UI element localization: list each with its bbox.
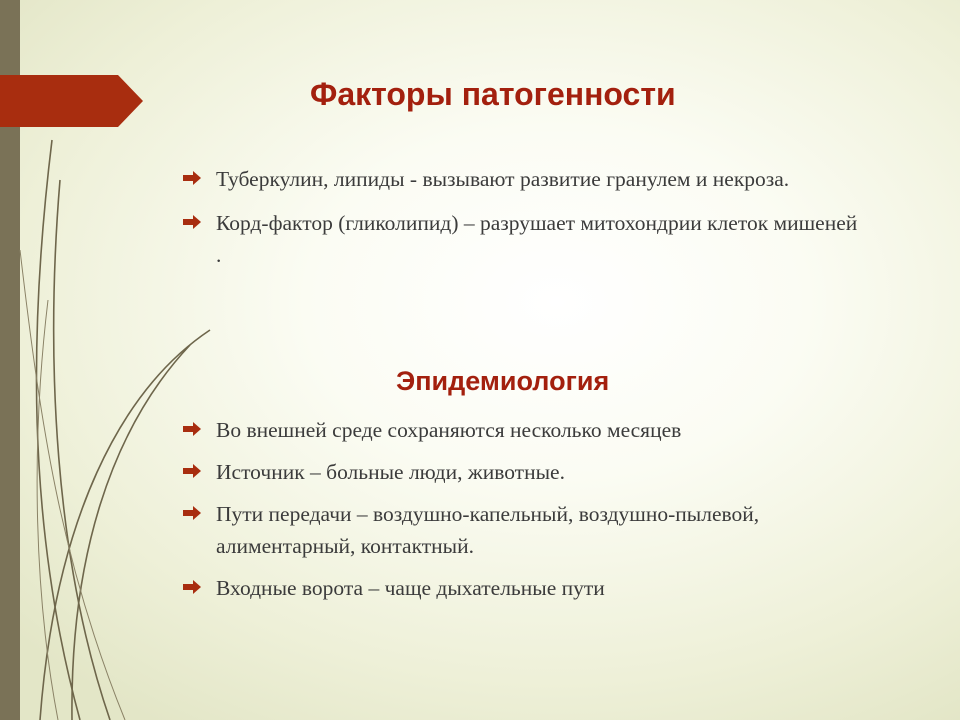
pathogenicity-list [183, 163, 863, 283]
epidemiology-list [183, 414, 863, 614]
arrow-bullet-icon [183, 171, 201, 185]
list-item-text: Во внешней среде сохраняются несколько месяцев [216, 418, 682, 442]
list-item [183, 207, 863, 271]
list-item [183, 414, 863, 446]
list-item [183, 572, 863, 604]
list-item-text: Туберкулин, липиды - вызывают развитие гранулем и некроза. [216, 167, 790, 191]
arrow-bullet-icon [183, 422, 201, 436]
list-item-text: Источник – больные люди, животные. [216, 460, 565, 484]
list-item [183, 163, 863, 195]
title-arrow-banner [0, 75, 143, 127]
section-title-pathogenicity: Факторы патогенности [310, 76, 676, 112]
list-item [183, 456, 863, 488]
list-item-text: Пути передачи – воздушно-капельный, воздушно-пылевой, алиментарный, контактный. [216, 502, 760, 558]
list-item-text: Входные ворота – чаще дыхательные пути [216, 576, 605, 600]
list-item-text: Корд-фактор (гликолипид) – разрушает митохондрии клеток мишеней . [216, 211, 858, 267]
arrow-bullet-icon [183, 215, 201, 229]
section-title-epidemiology: Эпидемиология [396, 366, 610, 396]
arrow-bullet-icon [183, 580, 201, 594]
arrow-bullet-icon [183, 464, 201, 478]
arrow-bullet-icon [183, 506, 201, 520]
list-item [183, 498, 863, 562]
